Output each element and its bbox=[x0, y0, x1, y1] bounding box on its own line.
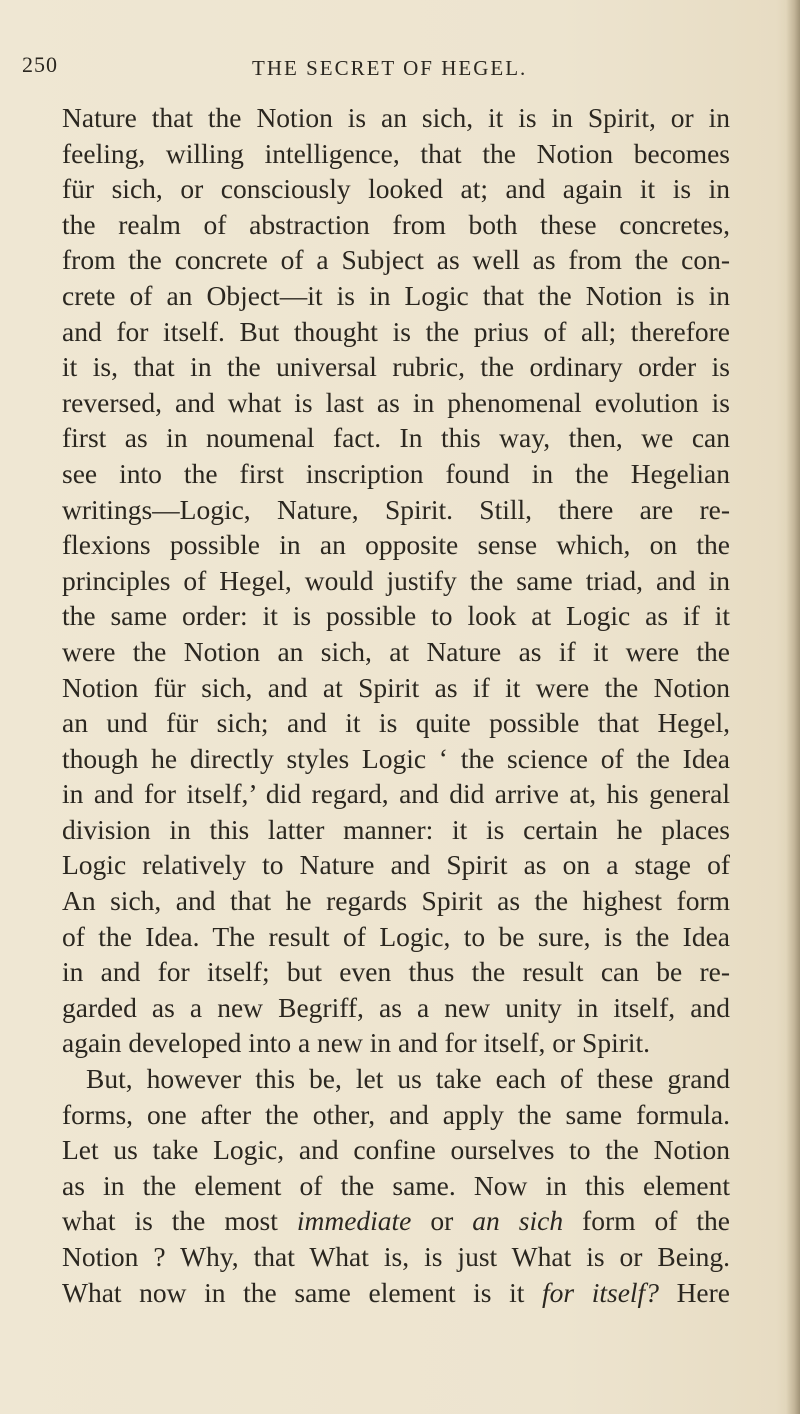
italic-run: an sich bbox=[472, 1205, 564, 1237]
text-line: principles of Hegel, would justify the same triad, and in bbox=[62, 564, 730, 596]
text-line: Nature that the Notion is an sich, it is in Spirit, or in bbox=[62, 102, 730, 133]
text-run: or bbox=[411, 1205, 473, 1237]
text-line bbox=[62, 1203, 730, 1239]
text-run: Here bbox=[658, 1276, 730, 1308]
text-line: from the concrete of a Subject as well as from the con- bbox=[62, 244, 730, 276]
text-line: the realm of abstraction from both these concretes, bbox=[62, 208, 730, 240]
text-line: the same order: it is possible to look at Logic as if it bbox=[62, 600, 730, 632]
running-head bbox=[22, 52, 742, 92]
text-line: Logic relatively to Nature and Spirit as on a stage of bbox=[62, 849, 730, 881]
text-line: forms, one after the other, and apply the same formula. bbox=[62, 1098, 730, 1130]
italic-run: for itself? bbox=[542, 1276, 659, 1308]
text-line: were the Notion an sich, at Nature as if it were the bbox=[62, 635, 730, 667]
text-line: it is, that in the universal rubric, the ordinary order is bbox=[62, 351, 730, 383]
text-line: reversed, and what is last as in phenomenal evolution is bbox=[62, 386, 730, 418]
text-line: für sich, or consciously looked at; and again it is in bbox=[62, 173, 730, 205]
text-line: in and for itself,’ did regard, and did arrive at, his general bbox=[62, 778, 730, 810]
text-line: writings—Logic, Nature, Spirit. Still, there are re- bbox=[62, 493, 730, 525]
text-run: What now in the same element is it bbox=[62, 1276, 543, 1308]
text-line: division in this latter manner: it is certain he places bbox=[62, 813, 730, 845]
text-line: in and for itself; but even thus the result can be re- bbox=[62, 956, 730, 988]
text-line: flexions possible in an opposite sense which, on the bbox=[62, 529, 730, 561]
text-line: as in the element of the same. Now in this element bbox=[62, 1169, 730, 1201]
text-line: see into the first inscription found in the Hegelian bbox=[62, 457, 730, 489]
text-line: again developed into a new in and for itself, or Spirit. bbox=[62, 1027, 651, 1059]
text-line: garded as a new Begriff, as a new unity in itself, and bbox=[62, 991, 730, 1023]
text-line: feeling, willing intelligence, that the Notion becomes bbox=[62, 137, 730, 169]
text-line: though he directly styles Logic ‘ the science of the Idea bbox=[62, 742, 730, 774]
text-line: crete of an Object—it is in Logic that the Notion is in bbox=[62, 279, 730, 311]
text-line: But, however this be, let us take each of these grand bbox=[86, 1063, 730, 1095]
text-line: Notion ? Why, that What is, is just What is or Being. bbox=[62, 1241, 730, 1272]
body-text bbox=[62, 100, 730, 1310]
page-edge-shadow bbox=[786, 0, 800, 1414]
running-title: THE SECRET OF HEGEL. bbox=[252, 56, 528, 80]
text-line: first as in noumenal fact. In this way, then, we can bbox=[62, 422, 730, 454]
page-number: 250 bbox=[22, 52, 58, 77]
text-line: Notion für sich, and at Spirit as if it were the Notion bbox=[62, 671, 730, 703]
text-line: Let us take Logic, and confine ourselves to the Notion bbox=[62, 1134, 730, 1166]
text-line bbox=[62, 1275, 730, 1311]
italic-run: immediate bbox=[296, 1205, 412, 1237]
text-line: an und für sich; and it is quite possible that Hegel, bbox=[62, 707, 730, 739]
text-run: what is the most bbox=[62, 1205, 297, 1237]
text-line: An sich, and that he regards Spirit as the highest form bbox=[62, 885, 730, 917]
text-run: form of the bbox=[563, 1205, 730, 1237]
text-line: and for itself. But thought is the prius of all; therefore bbox=[62, 315, 730, 347]
text-line: of the Idea. The result of Logic, to be sure, is the Idea bbox=[62, 920, 730, 952]
